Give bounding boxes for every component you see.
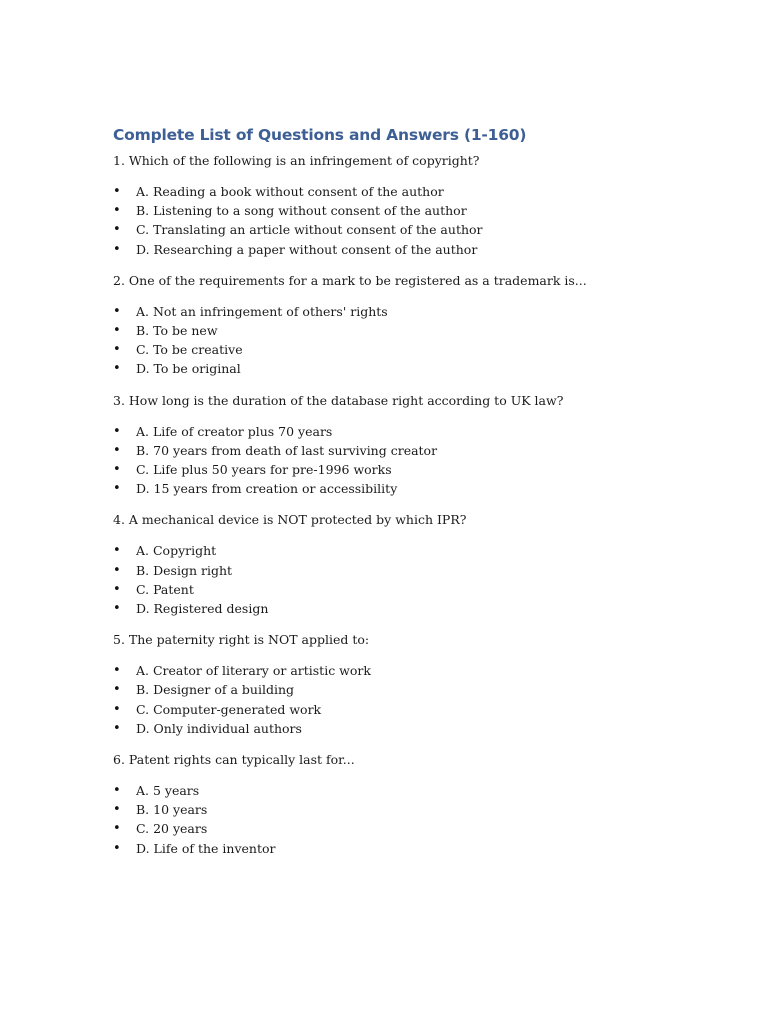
document-title: Complete List of Questions and Answers (1-160) bbox=[113, 126, 527, 144]
bullet-icon: • bbox=[113, 222, 121, 238]
bullet-icon: • bbox=[113, 361, 121, 377]
bullet-icon: • bbox=[113, 840, 121, 856]
question-text: 4. A mechanical device is NOT protected by which IPR? bbox=[113, 512, 467, 528]
answer-option bbox=[113, 321, 713, 340]
answer-option bbox=[113, 819, 713, 838]
question-block-2 bbox=[113, 271, 713, 379]
answer-option bbox=[113, 302, 713, 321]
question-block-5 bbox=[113, 630, 713, 738]
answer-option bbox=[113, 182, 713, 201]
answer-option bbox=[113, 700, 713, 719]
option-label: B. Designer of a building bbox=[136, 682, 295, 698]
option-label: D. Life of the inventor bbox=[136, 840, 276, 856]
answer-option bbox=[113, 359, 713, 378]
answer-options bbox=[113, 182, 713, 259]
option-label: C. 20 years bbox=[136, 821, 208, 837]
answer-option bbox=[113, 580, 713, 599]
answer-options bbox=[113, 422, 713, 499]
answer-option bbox=[113, 781, 713, 800]
answer-options bbox=[113, 541, 713, 618]
answer-option bbox=[113, 561, 713, 580]
option-label: B. 70 years from death of last surviving creator bbox=[136, 442, 438, 458]
bullet-icon: • bbox=[113, 682, 121, 698]
answer-option bbox=[113, 220, 713, 239]
option-label: B. To be new bbox=[136, 323, 218, 339]
bullet-icon: • bbox=[113, 203, 121, 219]
answer-option bbox=[113, 240, 713, 259]
option-label: A. Reading a book without consent of the author bbox=[136, 184, 444, 199]
answer-option bbox=[113, 541, 713, 560]
answer-option bbox=[113, 340, 713, 359]
bullet-icon: • bbox=[113, 423, 121, 439]
answer-option bbox=[113, 460, 713, 479]
bullet-icon: • bbox=[113, 543, 121, 559]
bullet-icon: • bbox=[113, 323, 121, 339]
option-label: C. Patent bbox=[136, 581, 194, 597]
question-block-3 bbox=[113, 391, 713, 499]
bullet-icon: • bbox=[113, 581, 121, 597]
option-label: A. Copyright bbox=[136, 543, 217, 559]
bullet-icon: • bbox=[113, 303, 121, 319]
bullet-icon: • bbox=[113, 184, 121, 199]
question-text: 1. Which of the following is an infringement of copyright? bbox=[113, 153, 480, 168]
option-label: D. Researching a paper without consent of the author bbox=[136, 241, 478, 257]
question-text: 3. How long is the duration of the database right according to UK law? bbox=[113, 392, 564, 408]
bullet-icon: • bbox=[113, 821, 121, 837]
answer-option bbox=[113, 839, 713, 858]
option-label: D. 15 years from creation or accessibility bbox=[136, 481, 398, 497]
bullet-icon: • bbox=[113, 442, 121, 458]
bullet-icon: • bbox=[113, 701, 121, 717]
bullet-icon: • bbox=[113, 802, 121, 818]
option-label: A. Creator of literary or artistic work bbox=[136, 663, 371, 679]
answer-option bbox=[113, 479, 713, 498]
answer-options bbox=[113, 781, 713, 858]
question-block-4 bbox=[113, 510, 713, 618]
option-label: A. Not an infringement of others' rights bbox=[136, 303, 388, 319]
option-label: C. Computer-generated work bbox=[136, 701, 322, 717]
bullet-icon: • bbox=[113, 562, 121, 578]
question-text: 2. One of the requirements for a mark to be registered as a trademark is... bbox=[113, 272, 587, 288]
bullet-icon: • bbox=[113, 481, 121, 497]
bullet-icon: • bbox=[113, 462, 121, 478]
bullet-icon: • bbox=[113, 601, 121, 617]
bullet-icon: • bbox=[113, 241, 121, 257]
bullet-icon: • bbox=[113, 342, 121, 358]
answer-option bbox=[113, 441, 713, 460]
document-page bbox=[113, 124, 713, 870]
answer-options bbox=[113, 302, 713, 379]
answer-option bbox=[113, 422, 713, 441]
question-text: 5. The paternity right is NOT applied to: bbox=[113, 632, 370, 648]
question-block-6 bbox=[113, 750, 713, 858]
bullet-icon: • bbox=[113, 720, 121, 736]
option-label: C. Translating an article without consent of the author bbox=[136, 222, 483, 238]
question-block-1 bbox=[113, 151, 713, 259]
option-label: B. Listening to a song without consent of the author bbox=[136, 203, 467, 219]
answer-option bbox=[113, 599, 713, 618]
answer-options bbox=[113, 661, 713, 738]
answer-option bbox=[113, 661, 713, 680]
option-label: D. Registered design bbox=[136, 601, 269, 617]
answer-option bbox=[113, 201, 713, 220]
option-label: A. Life of creator plus 70 years bbox=[136, 423, 333, 439]
answer-option bbox=[113, 800, 713, 819]
option-label: B. 10 years bbox=[136, 802, 208, 818]
answer-option bbox=[113, 719, 713, 738]
option-label: D. Only individual authors bbox=[136, 720, 302, 736]
option-label: C. Life plus 50 years for pre-1996 works bbox=[136, 462, 392, 478]
bullet-icon: • bbox=[113, 663, 121, 679]
bullet-icon: • bbox=[113, 783, 121, 799]
option-label: D. To be original bbox=[136, 361, 241, 377]
question-text: 6. Patent rights can typically last for... bbox=[113, 752, 355, 768]
option-label: A. 5 years bbox=[136, 783, 200, 799]
answer-option bbox=[113, 680, 713, 699]
option-label: C. To be creative bbox=[136, 342, 243, 358]
option-label: B. Design right bbox=[136, 562, 233, 578]
